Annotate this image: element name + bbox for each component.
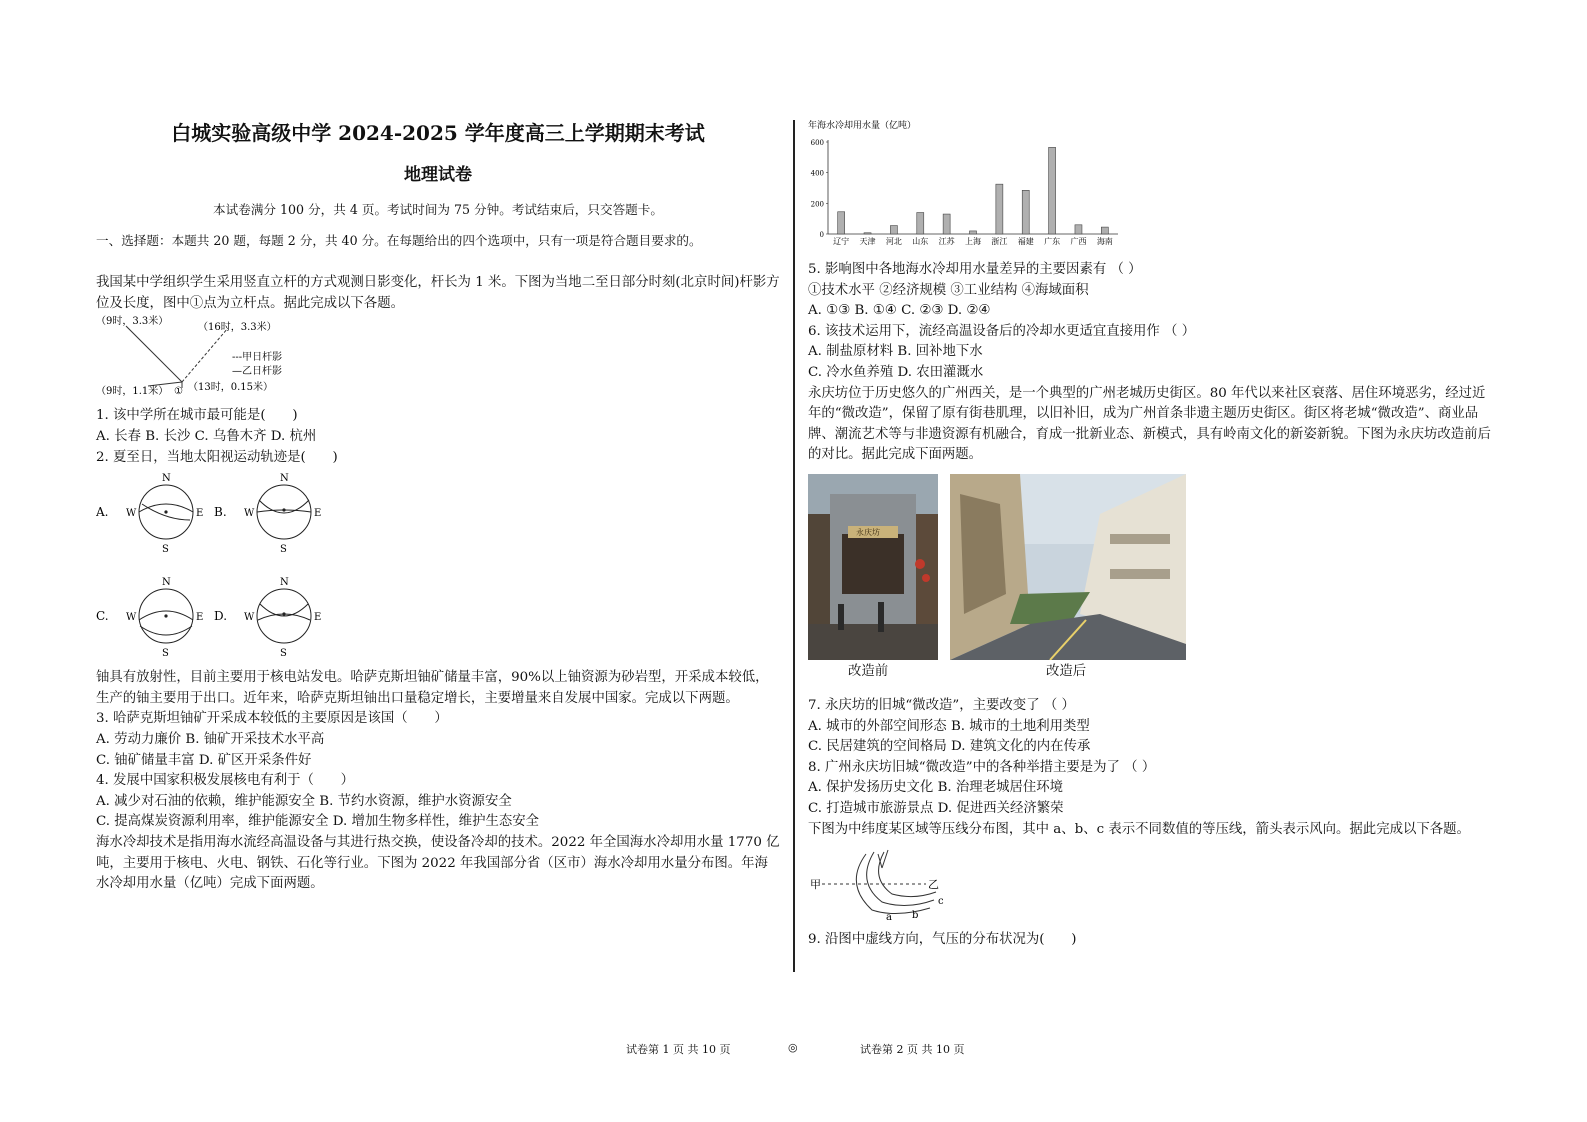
chart-x-tick: 上海 bbox=[965, 237, 981, 246]
chart-axes bbox=[811, 139, 1118, 239]
question-1: 1. 该中学所在城市最可能是( ) bbox=[96, 408, 298, 424]
legend-jia: ---甲日杆影 bbox=[232, 352, 283, 364]
question-1-options: A. 长春 B. 长沙 C. 乌鲁木齐 D. 杭州 bbox=[96, 428, 317, 444]
sun-option-c bbox=[96, 577, 203, 659]
svg-text:N: N bbox=[280, 577, 289, 589]
chart-bar bbox=[943, 214, 950, 234]
question-5: 5. 影响图中各地海水冷却用水量差异的主要因素有 （ ） bbox=[808, 262, 1142, 277]
left-column bbox=[96, 118, 780, 895]
question-7-options-2: C. 民居建筑的空间格局 D. 建筑文化的内在传承 bbox=[808, 739, 1091, 755]
chart-x-tick: 广东 bbox=[1044, 237, 1061, 246]
label-13h: （13时，0.15米） bbox=[188, 382, 273, 394]
isobar-b bbox=[867, 852, 934, 906]
question-5-items: ①技术水平 ②经济规模 ③工业结构 ④海域面积 bbox=[808, 282, 1089, 298]
label-9h-long: （9时，3.3米） bbox=[96, 316, 169, 328]
svg-text:B.: B. bbox=[214, 505, 227, 520]
question-8-options-2: C. 打造城市旅游景点 D. 促进西关经济繁荣 bbox=[808, 800, 1064, 816]
svg-text:A.: A. bbox=[96, 505, 109, 520]
chart-bars bbox=[838, 147, 1109, 234]
chart-bar bbox=[1049, 147, 1056, 234]
svg-text:D.: D. bbox=[214, 609, 228, 624]
svg-text:S: S bbox=[280, 544, 287, 556]
chart-y-tick: 400 bbox=[810, 169, 824, 178]
question-5-options: A. ①③ B. ①④ C. ②③ D. ②④ bbox=[808, 303, 991, 319]
chart-x-tick: 辽宁 bbox=[833, 237, 850, 246]
svg-text:W: W bbox=[244, 508, 255, 520]
chart-x-tick: 河北 bbox=[885, 237, 902, 246]
intro-seawater: 海水冷却技术是指用海水流经高温设备与其进行热交换，使设备冷却的技术。2022 年全国海水冷却用水量 1770 亿吨，主要用于核电、火电、钢铁、石化等行业。下图为 2022 年我国部分省（区市）海水冷却用水量分布图。年海水冷却用水量（亿吨）完成下面两题。 bbox=[96, 834, 780, 892]
sun-option-a bbox=[96, 473, 203, 555]
question-4-options-1: A. 减少对石油的依赖，维护能源安全 B. 节约水资源，维护水资源安全 bbox=[96, 793, 512, 809]
svg-text:S: S bbox=[162, 544, 169, 556]
photo-before-caption: 改造前 bbox=[848, 663, 889, 679]
legend-yi: —乙日杆影 bbox=[232, 366, 282, 378]
chart-x-tick: 天津 bbox=[859, 237, 876, 246]
shadow-line-16h bbox=[182, 328, 228, 382]
question-3-options-2: C. 铀矿储量丰富 D. 矿区开采条件好 bbox=[96, 752, 312, 768]
question-4: 4. 发展中国家积极发展核电有利于（ ） bbox=[96, 773, 355, 789]
column-divider bbox=[793, 120, 795, 972]
chart-x-tick: 福建 bbox=[1017, 237, 1034, 246]
chart-bar bbox=[996, 184, 1003, 234]
section-heading: 一、选择题：本题共 20 题，每题 2 分，共 40 分。在每题给出的四个选项中，只有一项是符合题目要求的。 bbox=[96, 232, 702, 248]
chart-x-tick: 海南 bbox=[1096, 237, 1113, 246]
chart-x-tick: 江苏 bbox=[938, 237, 955, 246]
svg-text:W: W bbox=[126, 612, 137, 624]
pole-point: ① bbox=[174, 386, 183, 398]
seawater-bar-chart bbox=[808, 118, 1128, 252]
intro-isobar: 下图为中纬度某区域等压线分布图，其中 a、b、c 表示不同数值的等压线，箭头表示风向。据此完成以下各题。 bbox=[808, 821, 1470, 837]
question-2: 2. 夏至日，当地太阳视运动轨迹是( ) bbox=[96, 449, 338, 465]
chart-y-tick: 0 bbox=[819, 231, 824, 239]
photo-after-caption: 改造后 bbox=[1046, 663, 1087, 679]
question-7-options-1: A. 城市的外部空间形态 B. 城市的土地利用类型 bbox=[808, 718, 1090, 734]
label-9h-short: （9时，1.1米） bbox=[96, 386, 169, 398]
question-9: 9. 沿图中虚线方向，气压的分布状况为( ) bbox=[808, 932, 1077, 948]
chart-x-tick: 广西 bbox=[1070, 237, 1087, 246]
svg-text:N: N bbox=[280, 473, 289, 485]
question-3: 3. 哈萨克斯坦铀矿开采成本较低的主要原因是该国（ ） bbox=[96, 711, 448, 727]
chart-labels bbox=[833, 236, 1113, 246]
footer-separator: ◎ bbox=[788, 1041, 798, 1054]
chart-bar bbox=[1022, 190, 1029, 234]
label-c: c bbox=[938, 896, 944, 908]
svg-text:C.: C. bbox=[96, 609, 109, 624]
svg-text:E: E bbox=[314, 508, 322, 520]
photo-comparison bbox=[808, 474, 1498, 692]
question-7: 7. 永庆坊的旧城“微改造”，主要改变了 （ ） bbox=[808, 697, 1075, 713]
svg-text:E: E bbox=[196, 508, 204, 520]
sun-option-d bbox=[214, 577, 321, 659]
question-6-options-1: A. 制盐原材料 B. 回补地下水 bbox=[808, 344, 983, 360]
chart-bar bbox=[917, 213, 924, 234]
photo-sign-text: 永庆坊 bbox=[856, 527, 880, 537]
svg-text:W: W bbox=[244, 612, 255, 624]
chart-bar bbox=[1101, 227, 1108, 234]
footer-page-right: 试卷第 2 页 共 10 页 bbox=[860, 1043, 965, 1056]
label-jia: 甲 bbox=[810, 878, 821, 892]
chart-y-tick: 600 bbox=[810, 139, 824, 147]
chart-bar bbox=[890, 226, 897, 234]
question-8: 8. 广州永庆坊旧城“微改造”中的各种举措主要是为了 （ ） bbox=[808, 759, 1156, 775]
intro-uranium: 铀具有放射性，目前主要用于核电站发电。哈萨克斯坦铀矿储量丰富，90%以上铀资源为砂岩型，开采成本较低，生产的铀主要用于出口。近年来，哈萨克斯坦铀出口量稳定增长，主要增量来自发展中国家。完成以下两题。 bbox=[96, 670, 769, 706]
chart-bar bbox=[1075, 225, 1082, 234]
svg-text:N: N bbox=[162, 577, 171, 589]
chart-x-tick: 浙江 bbox=[991, 237, 1008, 246]
right-column bbox=[808, 118, 1498, 951]
exam-title: 白城实验高级中学 2024-2025 学年度高三上学期期末考试 bbox=[171, 121, 705, 145]
svg-text:S: S bbox=[280, 648, 287, 660]
question-4-options-2: C. 提高煤炭资源利用率，维护能源安全 D. 增加生物多样性，维护生态安全 bbox=[96, 814, 540, 830]
chart-bar bbox=[838, 212, 845, 234]
isobar-figure bbox=[808, 846, 968, 922]
chart-bar bbox=[970, 231, 977, 234]
intro-shadow: 我国某中学组织学生采用竖直立杆的方式观测日影变化，杆长为 1 米。下图为当地二至日部分时刻(北京时间)杆影方位及长度，图中①点为立杆点。据此完成以下各题。 bbox=[96, 275, 780, 311]
svg-text:E: E bbox=[314, 612, 322, 624]
shadow-figure bbox=[96, 314, 316, 400]
svg-text:N: N bbox=[162, 473, 171, 485]
label-16h: （16时，3.3米） bbox=[198, 322, 277, 334]
exam-subtitle: 地理试卷 bbox=[404, 165, 472, 185]
sun-option-b bbox=[214, 473, 321, 555]
chart-y-tick: 200 bbox=[810, 200, 824, 209]
svg-text:S: S bbox=[162, 648, 169, 660]
label-b: b bbox=[912, 910, 919, 922]
sun-path-figure bbox=[96, 468, 356, 664]
question-3-options-1: A. 劳动力廉价 B. 铀矿开采技术水平高 bbox=[96, 731, 325, 747]
question-8-options-1: A. 保护发扬历史文化 B. 治理老城居住环境 bbox=[808, 780, 1064, 796]
photo-after-image bbox=[950, 474, 1186, 660]
question-6-options-2: C. 冷水鱼养殖 D. 农田灌溉水 bbox=[808, 364, 984, 380]
footer-page-left: 试卷第 1 页 共 10 页 bbox=[626, 1043, 731, 1056]
svg-text:W: W bbox=[126, 508, 137, 520]
exam-info: 本试卷满分 100 分，共 4 页。考试时间为 75 分钟。考试结束后，只交答题卡。 bbox=[213, 202, 663, 217]
label-yi: 乙 bbox=[928, 878, 939, 892]
photo-before-image bbox=[808, 474, 938, 660]
chart-x-tick: 山东 bbox=[912, 237, 929, 246]
label-a: a bbox=[886, 912, 892, 923]
question-6: 6. 该技术运用下，流经高温设备后的冷却水更适宜直接用作 （ ） bbox=[808, 323, 1196, 339]
shadow-line-9h-long bbox=[126, 326, 182, 382]
chart-bar bbox=[864, 233, 871, 234]
intro-yongqingfang: 永庆坊位于历史悠久的广州西关，是一个典型的广州老城历史街区。80 年代以来社区衰落、居住环境恶劣，经过近年的“微改造”，保留了原有街巷肌理，以旧补旧，成为广州首条非遗主题历史街区。街区将老城“微改造”、商业品牌、潮流艺术等与非遗资源有机融合，育成一批新业态、新模式，具有岭南文化的新姿新貌。下图为永庆坊改造前后的对比。据此完成下面两题。 bbox=[808, 385, 1491, 463]
chart-title: 年海水冷却用水量（亿吨） bbox=[808, 121, 917, 131]
svg-text:E: E bbox=[196, 612, 204, 624]
